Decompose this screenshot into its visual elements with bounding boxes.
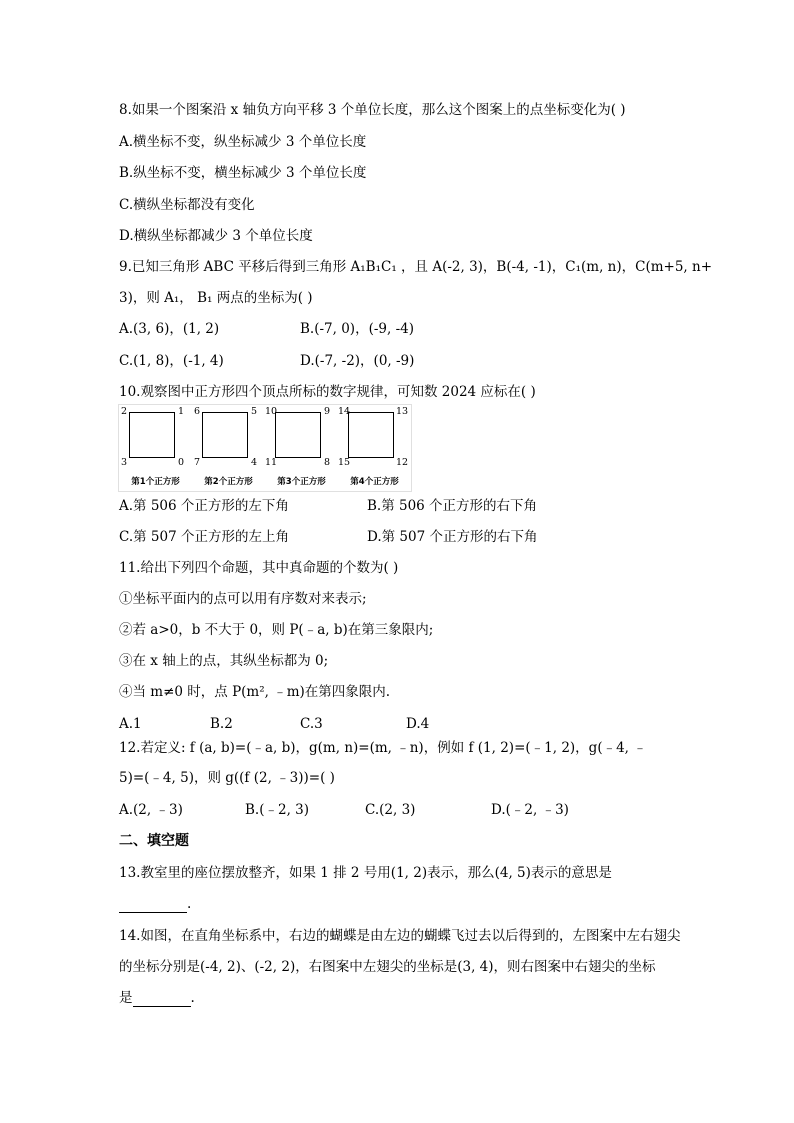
vertex-top-left: 10 <box>265 406 278 417</box>
q10-option-d: D.第 507 个正方形的右下角 <box>367 529 538 545</box>
q11-proposition-2: ②若 a>0，b 不大于 0，则 P(﹣a, b)在第三象限内; <box>119 622 434 638</box>
vertex-bottom-left: 3 <box>121 457 128 468</box>
square-caption: 第4个正方形 <box>350 477 399 487</box>
square-2 <box>192 405 265 491</box>
q13-stem: 13.教室里的座位摆放整齐，如果 1 排 2 号用(1, 2)表示，那么(4, 5)表示的意思是 <box>119 865 612 881</box>
q12-option-d: D.(﹣2, ﹣3) <box>491 802 569 818</box>
vertex-bottom-left: 7 <box>194 457 201 468</box>
square-4 <box>338 405 411 491</box>
q8-option-c: C.横纵坐标都没有变化 <box>119 197 255 213</box>
q8-option-d: D.横纵坐标都减少 3 个单位长度 <box>119 228 313 244</box>
vertex-bottom-right: 0 <box>178 457 185 468</box>
q8-option-b: B.纵坐标不变，横坐标减少 3 个单位长度 <box>119 165 367 181</box>
answer-blank[interactable] <box>133 992 191 1007</box>
q11-option-c: C.3 <box>300 716 323 732</box>
square-caption: 第3个正方形 <box>277 477 326 487</box>
q9-option-c: C.(1, 8)，(-1, 4) <box>119 353 224 369</box>
q11-option-a: A.1 <box>119 716 142 732</box>
square-shape <box>348 412 394 458</box>
q14-stem-line1: 14.如图，在直角坐标系中，右边的蝴蝶是由左边的蝴蝶飞过去以后得到的，左图案中左右翅尖 <box>119 928 681 944</box>
q14-prefix: 是 <box>119 990 133 1006</box>
q12-option-a: A.(2, ﹣3) <box>119 802 183 818</box>
q13-period: . <box>187 896 192 912</box>
q8-option-a: A.横坐标不变，纵坐标减少 3 个单位长度 <box>119 134 367 150</box>
q12-option-c: C.(2, 3) <box>365 802 416 818</box>
vertex-bottom-left: 15 <box>338 457 351 468</box>
q11-option-d: D.4 <box>406 716 430 732</box>
vertex-bottom-right: 12 <box>396 457 409 468</box>
vertex-top-left: 2 <box>121 406 128 417</box>
vertex-top-right: 9 <box>324 406 331 417</box>
q9-option-d: D.(-7, -2)，(0, -9) <box>300 353 415 369</box>
q10-option-c: C.第 507 个正方形的左上角 <box>119 529 289 545</box>
vertex-top-right: 5 <box>251 406 258 417</box>
square-shape <box>129 412 175 458</box>
q8-stem: 8.如果一个图案沿 x 轴负方向平移 3 个单位长度，那么这个图案上的点坐标变化为( ) <box>119 102 626 118</box>
vertex-top-right: 13 <box>396 406 409 417</box>
vertex-bottom-left: 11 <box>265 457 278 468</box>
vertex-bottom-right: 8 <box>324 457 331 468</box>
square-caption: 第1个正方形 <box>131 477 180 487</box>
square-1 <box>119 405 192 491</box>
q13-answer-line <box>119 895 191 913</box>
q11-option-b: B.2 <box>210 716 233 732</box>
vertex-top-left: 14 <box>338 406 351 417</box>
vertex-top-right: 1 <box>178 406 185 417</box>
q12-stem-line2: 5)=(﹣4, 5)，则 g((f (2, ﹣3))=( ) <box>119 770 335 786</box>
q11-proposition-3: ③在 x 轴上的点，其纵坐标都为 0; <box>119 653 329 669</box>
q9-option-a: A.(3, 6)，(1, 2) <box>119 321 220 337</box>
q9-stem-line2: 3)，则 A₁， B₁ 两点的坐标为( ) <box>119 290 313 306</box>
q10-option-a: A.第 506 个正方形的左下角 <box>119 498 289 514</box>
q12-option-b: B.(﹣2, 3) <box>245 802 310 818</box>
square-shape <box>202 412 248 458</box>
q9-stem-line1: 9.已知三角形 ABC 平移后得到三角形 A₁B₁C₁ ，且 A(-2, 3)，B(-4, -1)，C₁(m, n)，C(m+5, n+ <box>119 259 713 275</box>
square-shape <box>275 412 321 458</box>
vertex-bottom-right: 4 <box>251 457 258 468</box>
q10-stem: 10.观察图中正方形四个顶点所标的数字规律，可知数 2024 应标在( ) <box>119 384 536 400</box>
q9-option-b: B.(-7, 0)，(-9, -4) <box>300 321 414 337</box>
answer-blank[interactable] <box>119 898 187 913</box>
q11-proposition-1: ①坐标平面内的点可以用有序数对来表示; <box>119 591 367 607</box>
square-3 <box>265 405 338 491</box>
q14-period: . <box>190 990 195 1006</box>
q14-stem-line3 <box>119 989 195 1007</box>
q12-stem-line1: 12.若定义: f (a, b)=(﹣a, b)，g(m, n)=(m, ﹣n)，例如 f (1, 2)=(﹣1, 2)，g(﹣4, ﹣ <box>119 740 647 756</box>
square-caption: 第2个正方形 <box>204 477 253 487</box>
q14-stem-line2: 的坐标分别是(-4, 2)、(-2, 2)，右图案中左翅尖的坐标是(3, 4)，则右图案中右翅尖的坐标 <box>119 959 656 975</box>
square-sequence-figure <box>118 404 412 492</box>
q11-stem: 11.给出下列四个命题，其中真命题的个数为( ) <box>119 560 399 576</box>
section-title: 二、填空题 <box>119 833 189 849</box>
q11-proposition-4: ④当 m≠0 时，点 P(m², ﹣m)在第四象限内. <box>119 684 391 700</box>
q10-option-b: B.第 506 个正方形的右下角 <box>367 498 538 514</box>
vertex-top-left: 6 <box>194 406 201 417</box>
